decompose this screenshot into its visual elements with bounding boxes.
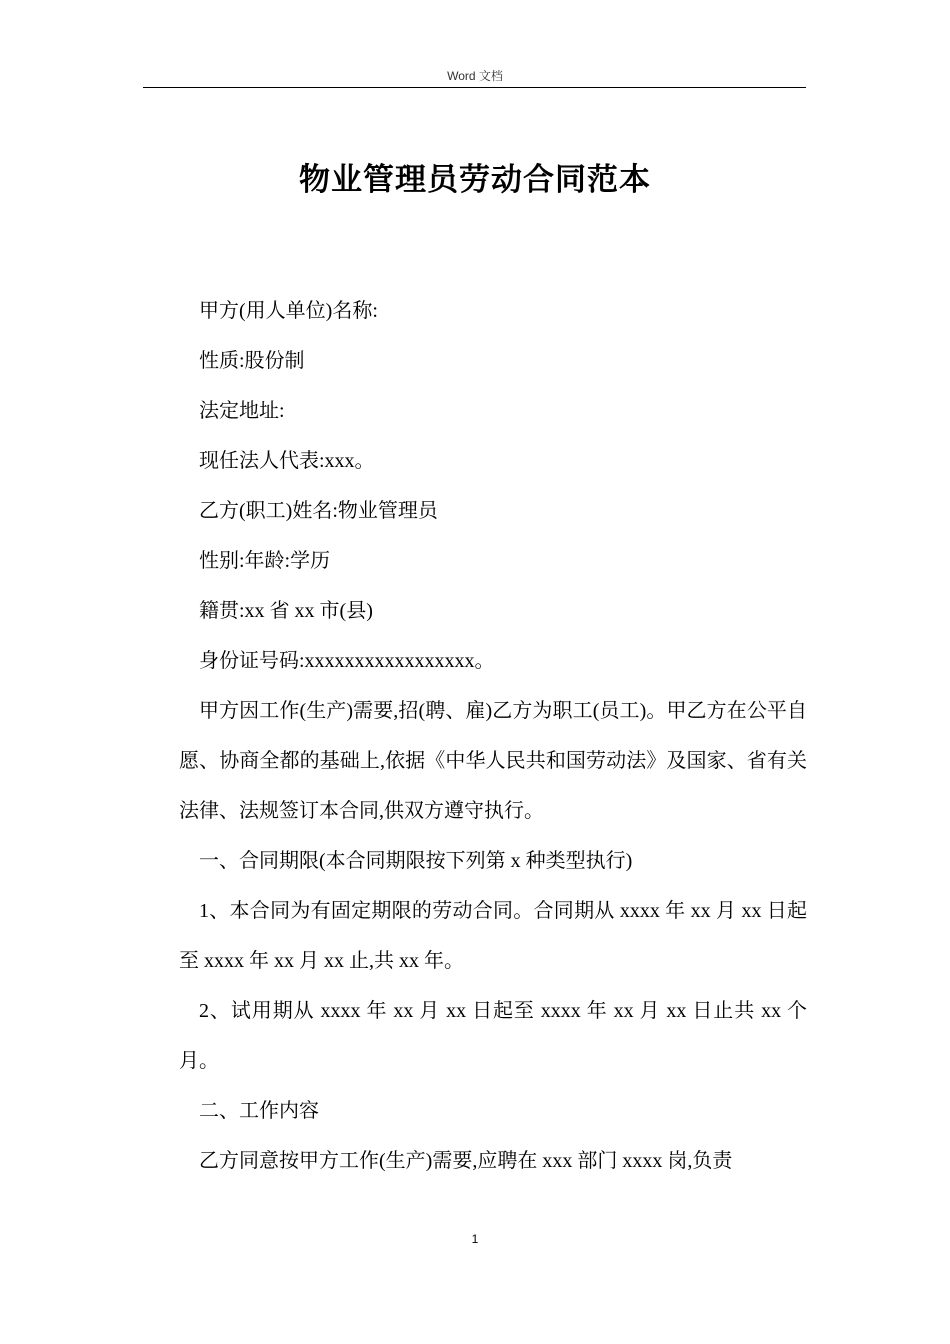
- paragraph-employer-name: 甲方(用人单位)名称:: [199, 300, 378, 322]
- paragraph-probation: 2、试用期从 xxxx 年 xx 月 xx 日起至 xxxx 年 xx 月 xx 日止共 xx 个月。: [179, 1000, 807, 1072]
- paragraph-native-place: 籍贯:xx 省 xx 市(县): [199, 600, 373, 622]
- paragraph-nature: 性质:股份制: [199, 350, 305, 372]
- section-heading-contract-term: 一、合同期限(本合同期限按下列第 x 种类型执行): [199, 850, 633, 872]
- section-heading-work-content: 二、工作内容: [199, 1100, 319, 1122]
- header-divider: [143, 87, 806, 88]
- paragraph-legal-representative: 现任法人代表:xxx。: [199, 450, 375, 472]
- paragraph-gender-age-education: 性别:年龄:学历: [199, 550, 331, 572]
- paragraph-fixed-term: 1、本合同为有固定期限的劳动合同。合同期从 xxxx 年 xx 月 xx 日起至 xxxx 年 xx 月 xx 止,共 xx 年。: [179, 900, 807, 972]
- document-title: 物业管理员劳动合同范本: [299, 162, 651, 198]
- paragraph-employee-name: 乙方(职工)姓名:物业管理员: [199, 500, 438, 522]
- paragraph-preamble: 甲方因工作(生产)需要,招(聘、雇)乙方为职工(员工)。甲乙方在公平自愿、协商全都的基础上,依据《中华人民共和国劳动法》及国家、省有关法律、法规签订本合同,供双方遵守执行。: [179, 700, 807, 822]
- paragraph-work-content: 乙方同意按甲方工作(生产)需要,应聘在 xxx 部门 xxxx 岗,负责: [199, 1150, 733, 1172]
- paragraph-id-number: 身份证号码:xxxxxxxxxxxxxxxxx。: [199, 650, 495, 672]
- document-body: [179, 286, 807, 1186]
- page-number: 1: [471, 1232, 479, 1246]
- page-header: Word 文档: [447, 69, 503, 83]
- paragraph-legal-address: 法定地址:: [199, 400, 285, 422]
